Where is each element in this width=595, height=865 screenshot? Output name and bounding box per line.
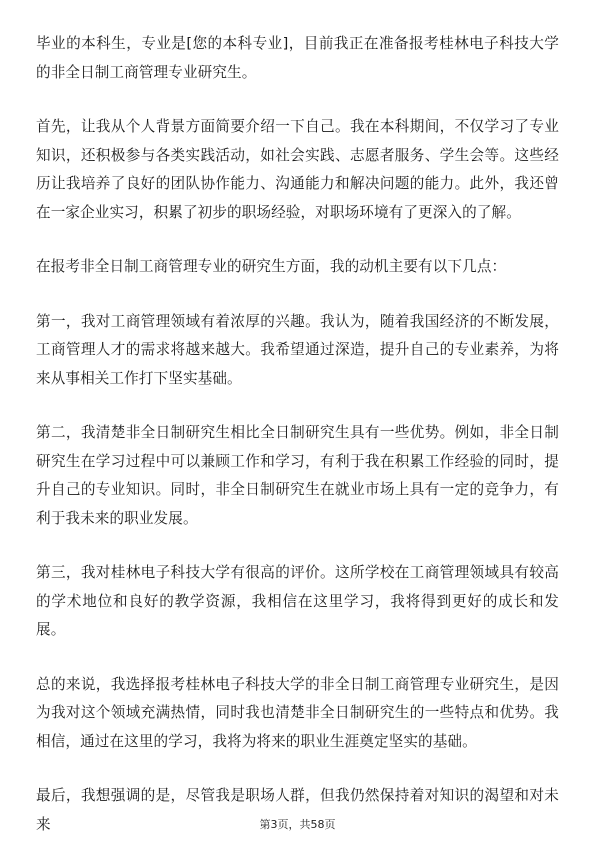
paragraph-6: 第三，我对桂林电子科技大学有很高的评价。这所学校在工商管理领域具有较高的学术地位和良好的教学资源，我相信在这里学习，我将得到更好的成长和发展。 xyxy=(36,564,559,638)
paragraph-8: 最后，我想强调的是，尽管我是职场人群，但我仍然保持着对知识的渴望和对未来 xyxy=(36,787,559,833)
page-number-footer: 第3页，共58页 xyxy=(259,818,336,831)
paragraph-3: 在报考非全日制工商管理专业的研究生方面，我的动机主要有以下几点： xyxy=(36,258,507,275)
paragraph-7: 总的来说，我选择报考桂林电子科技大学的非全日制工商管理专业研究生，是因为我对这个领域充满热情，同时我也清楚非全日制研究生的一些特点和优势。我相信，通过在这里的学习，我将为将来的职业生涯奠定坚实的基础。 xyxy=(36,675,559,750)
paragraph-4: 第一，我对工商管理领域有着浓厚的兴趣。我认为，随着我国经济的不断发展，工商管理人才的需求将越来越大。我希望通过深造，提升自己的专业素养，为将来从事相关工作打下坚实基础。 xyxy=(36,312,559,387)
document-body xyxy=(36,30,559,865)
paragraph-2: 首先，让我从个人背景方面简要介绍一下自己。我在本科期间，不仅学习了专业知识，还积极参与各类实践活动，如社会实践、志愿者服务、学生会等。这些经历让我培养了良好的团队协作能力、沟通能力和解决问题的能力。此外，我还曾在一家企业实习，积累了初步的职场经验，对职场环境有了更深入的了解。 xyxy=(36,118,559,221)
paragraph-1: 毕业的本科生，专业是[您的本科专业]，目前我正在准备报考桂林电子科技大学的非全日制工商管理专业研究生。 xyxy=(36,35,559,81)
paragraph-5: 第二，我清楚非全日制研究生相比全日制研究生具有一些优势。例如，非全日制研究生在学习过程中可以兼顾工作和学习，有利于我在积累工作经验的同时，提升自己的专业知识。同时，非全日制研究生在就业市场上具有一定的竞争力，有利于我未来的职业发展。 xyxy=(36,424,559,527)
